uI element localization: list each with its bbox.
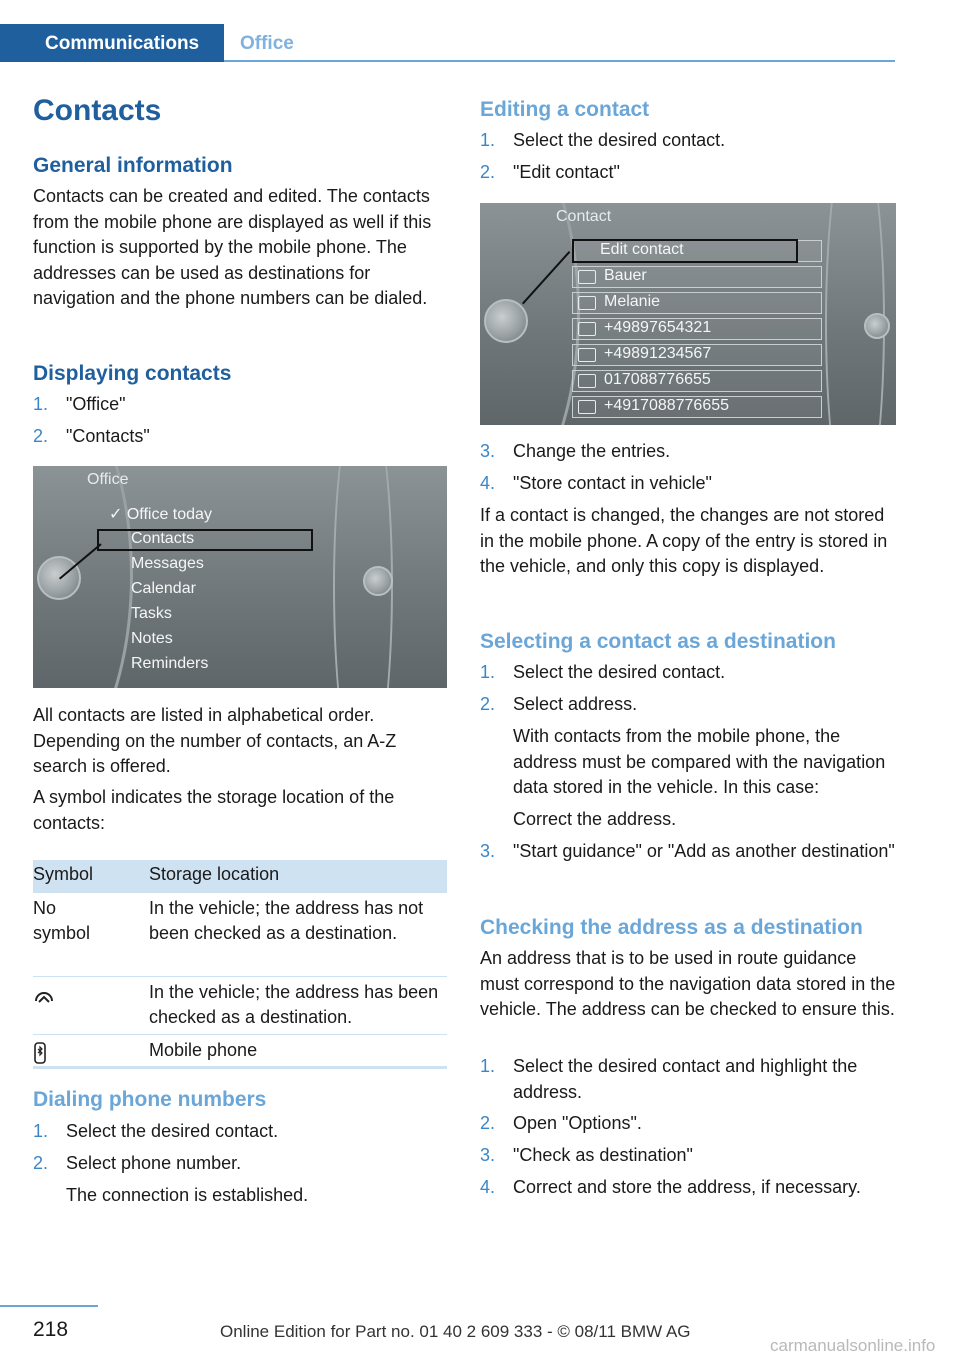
- list-item: [480, 1054, 896, 1106]
- step-number: 4.: [480, 1177, 496, 1197]
- list-item: [480, 660, 896, 686]
- table-header-location: Storage location: [149, 864, 280, 884]
- step-text: Select the desired contact.: [66, 1121, 279, 1141]
- general-heading: General information: [33, 154, 233, 177]
- controller-knob-right-icon: [363, 566, 393, 596]
- controller-knob-icon: [484, 299, 528, 343]
- step-number: 2.: [33, 1153, 49, 1173]
- dialing-note: The connection is established.: [66, 1185, 309, 1205]
- step-text: "Edit contact": [513, 162, 620, 182]
- changed-text: If a contact is changed, the changes are not stored in the mobile phone. A copy of the entry is stored in the vehicle, and only this copy is displayed.: [480, 505, 888, 576]
- step-number: 1.: [480, 130, 496, 150]
- table-row: [33, 1035, 447, 1067]
- contact-edit-screenshot: [480, 203, 896, 425]
- screen-title: Office: [87, 471, 129, 488]
- step-number: 1.: [480, 1056, 496, 1076]
- step-number: 1.: [33, 1121, 49, 1141]
- page-title: Contacts: [33, 94, 162, 127]
- step-text: Select phone number.: [66, 1153, 242, 1173]
- list-item: [480, 471, 896, 497]
- step-text: "Start guidance" or "Add as another destination": [513, 841, 895, 861]
- screen-item: +4917088776655: [604, 397, 730, 414]
- list-item: [480, 839, 896, 891]
- section-tab-communications: Communications: [0, 24, 224, 62]
- symbol-text: A symbol indicates the storage location of the contacts:: [33, 787, 395, 833]
- screen-item: Melanie: [604, 293, 661, 310]
- step-number: 1.: [33, 394, 49, 414]
- step-number: 2.: [480, 1113, 496, 1133]
- table-cell-location: In the vehicle; the address has been checked as a destination.: [149, 982, 439, 1027]
- screen-item: Contacts: [131, 530, 195, 547]
- table-header: [33, 860, 447, 893]
- table-cell-location: In the vehicle; the address has not been checked as a destination.: [149, 898, 424, 943]
- highlight-box: [572, 239, 798, 263]
- displaying-heading: Displaying contacts: [33, 362, 232, 385]
- section-tab-office: Office: [240, 33, 294, 54]
- checking-text: An address that is to be used in route guidance must correspond to the navigation data stored in the vehicle. The address can be checked to ensure this.: [480, 948, 896, 1019]
- checked-address-icon: [33, 987, 57, 1007]
- step-text: "Office": [66, 394, 126, 414]
- screen-item: Edit contact: [600, 241, 684, 258]
- table-header-symbol: Symbol: [33, 864, 94, 884]
- selecting-note: With contacts from the mobile phone, the address must be compared with the navigation data stored in the vehicle. In this case:: [513, 726, 886, 797]
- step-number: 1.: [480, 662, 496, 682]
- screen-title: Contact: [556, 208, 612, 225]
- list-item: [480, 439, 896, 465]
- watermark: carmanualsonline.info: [770, 1336, 936, 1355]
- list-item: [480, 1175, 896, 1201]
- selecting-heading: Selecting a contact as a destination: [480, 630, 836, 653]
- screen-item: +49891234567: [604, 345, 712, 362]
- step-number: 3.: [480, 841, 496, 861]
- list-item: [480, 692, 896, 718]
- step-text: Open "Options".: [513, 1113, 642, 1133]
- general-text: Contacts can be created and edited. The contacts from the mobile phone are displayed as well if this function is supported by the mobile phone. The addresses can be used as destinations for navigation and the phone numbers can be dialed.: [33, 186, 432, 308]
- screen-item: Calendar: [131, 580, 196, 597]
- table-cell-location: Mobile phone: [149, 1040, 258, 1060]
- list-item: [33, 1119, 447, 1145]
- edition-footer: Online Edition for Part no. 01 40 2 609 333 - © 08/11 BMW AG: [220, 1322, 691, 1341]
- step-text: "Check as destination": [513, 1145, 693, 1165]
- editing-heading: Editing a contact: [480, 98, 650, 121]
- list-item: [33, 392, 447, 418]
- screen-item: Notes: [131, 630, 173, 647]
- step-text: Select the desired contact.: [513, 130, 726, 150]
- list-item: [33, 1151, 447, 1177]
- step-text: Select the desired contact.: [513, 662, 726, 682]
- screen-item: Tasks: [131, 605, 172, 622]
- step-number: 3.: [480, 1145, 496, 1165]
- table-row: [33, 977, 447, 1035]
- step-text: Select address.: [513, 694, 638, 714]
- listed-text: All contacts are listed in alphabetical order. Depending on the number of contacts, an A-Z search is offered.: [33, 705, 397, 776]
- step-text: "Store contact in vehicle": [513, 473, 712, 493]
- page-header: [0, 24, 895, 62]
- table-row: [33, 893, 447, 977]
- add-icon: [864, 313, 890, 339]
- office-menu-screenshot: [33, 466, 447, 688]
- screen-item: Bauer: [604, 267, 647, 284]
- screen-item: Messages: [131, 555, 204, 572]
- screen-item: 017088776655: [604, 371, 711, 388]
- list-item: [33, 424, 447, 450]
- list-item: [480, 160, 896, 186]
- list-item: [480, 1111, 896, 1137]
- mobile-phone-icon: [33, 1042, 53, 1064]
- screen-item: ✓ Office today: [109, 506, 212, 523]
- step-number: 3.: [480, 441, 496, 461]
- list-item: [480, 128, 896, 154]
- step-text: "Contacts": [66, 426, 150, 446]
- step-number: 4.: [480, 473, 496, 493]
- table-cell-symbol: No symbol: [33, 898, 91, 943]
- dialing-heading: Dialing phone numbers: [33, 1088, 267, 1111]
- step-text: Select the desired contact and highlight the address.: [513, 1056, 858, 1102]
- checking-heading: Checking the address as a destination: [480, 916, 863, 939]
- step-text: Change the entries.: [513, 441, 671, 461]
- step-number: 2.: [33, 426, 49, 446]
- footer-rule: [0, 1305, 98, 1307]
- step-text: Correct and store the address, if necessary.: [513, 1177, 861, 1197]
- screen-item: Reminders: [131, 655, 209, 672]
- step-number: 2.: [480, 694, 496, 714]
- list-item: [480, 1143, 896, 1169]
- highlight-box: [97, 529, 313, 551]
- step-number: 2.: [480, 162, 496, 182]
- page-number: 218: [33, 1318, 69, 1341]
- screen-item: +49897654321: [604, 319, 712, 336]
- selecting-note: Correct the address.: [513, 809, 677, 829]
